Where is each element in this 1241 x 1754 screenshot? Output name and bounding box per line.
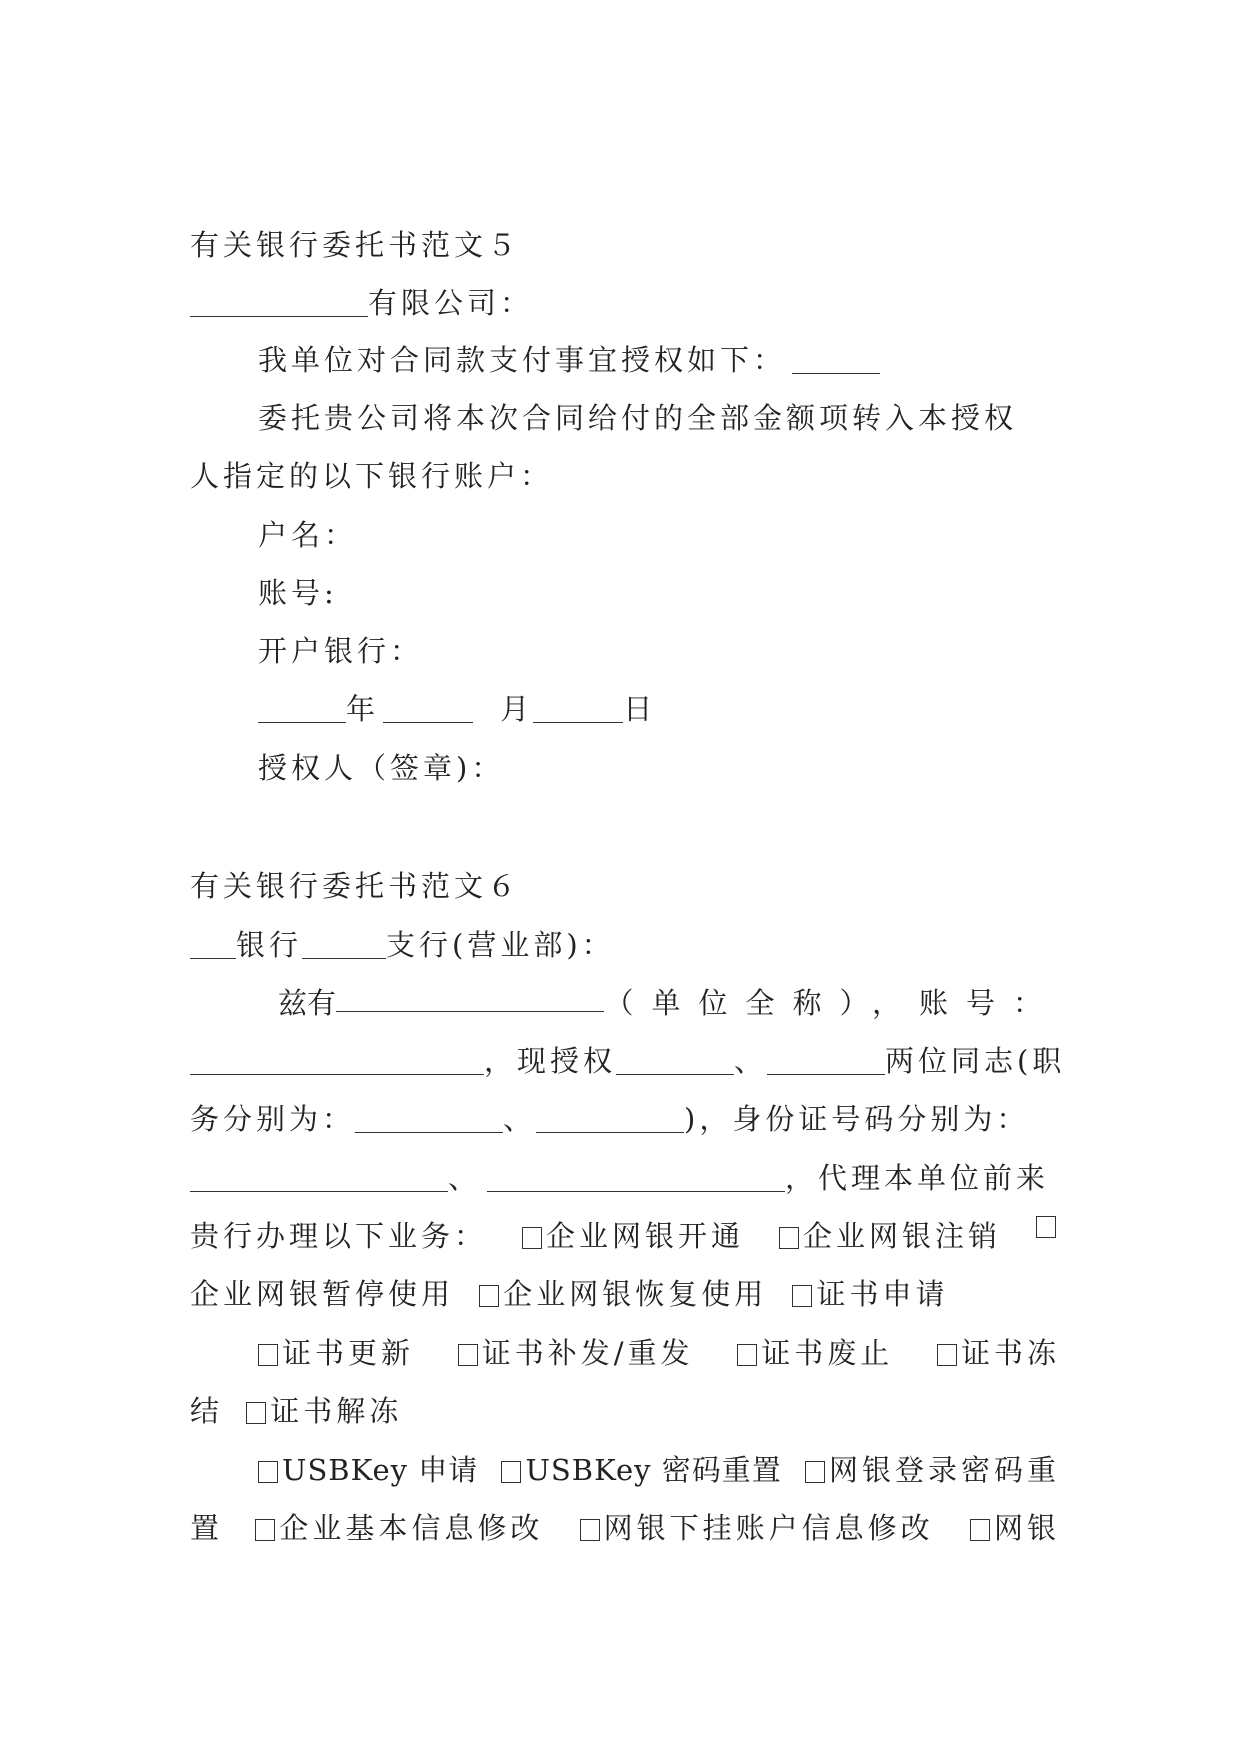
option-cert-update: 证书更新 <box>258 1333 414 1373</box>
checkbox-open[interactable] <box>522 1227 542 1249</box>
person1-blank[interactable] <box>616 1046 734 1075</box>
date-line <box>258 689 1128 729</box>
option-usbkey-apply: USBKey 申请 <box>258 1450 478 1490</box>
business-line-1 <box>190 1216 1060 1256</box>
month-label: 月 <box>500 692 534 726</box>
duty-sep: 、 <box>503 1102 537 1136</box>
id2-blank[interactable] <box>487 1163 785 1192</box>
month-blank[interactable] <box>383 694 473 723</box>
checkbox-sub-account[interactable] <box>580 1519 600 1541</box>
option-cert-apply: 证书申请 <box>792 1277 948 1311</box>
unit-line <box>278 983 1060 1023</box>
business-line-6 <box>190 1508 1060 1548</box>
option-open: 企业网银开通 <box>522 1216 744 1256</box>
option-sub-account: 网银下挂账户信息修改 <box>580 1508 934 1548</box>
business-line-4 <box>190 1391 1060 1431</box>
account-text: 账号： <box>918 986 1060 1020</box>
authorize-line <box>190 1041 1066 1081</box>
person-sep: 、 <box>734 1044 768 1078</box>
checkbox-cert-freeze[interactable] <box>937 1344 957 1366</box>
checkbox-suspend[interactable] <box>1036 1216 1056 1238</box>
option-info-modify: 企业基本信息修改 <box>255 1508 543 1548</box>
account-number-label: 账号: <box>258 576 338 610</box>
authorization-line <box>258 340 1128 380</box>
unit-name-blank[interactable] <box>336 983 604 1012</box>
authorize-tail: 两位同志(职 <box>885 1044 1066 1078</box>
section5-title: 有关银行委托书范文５ <box>190 228 521 262</box>
option-cert-reissue: 证书补发/重发 <box>458 1333 694 1373</box>
checkbox-cert-revoke[interactable] <box>737 1344 757 1366</box>
option-cert-unfreeze: 证书解冻 <box>246 1394 402 1428</box>
checkbox-info-modify[interactable] <box>255 1519 275 1541</box>
checkbox-login-reset[interactable] <box>805 1461 825 1483</box>
option-cancel: 企业网银注销 <box>779 1216 1001 1256</box>
checkbox-last[interactable] <box>970 1519 990 1541</box>
business-line-3 <box>258 1333 1060 1373</box>
option-last: 网银 <box>970 1508 1060 1548</box>
duty-line <box>190 1099 1060 1139</box>
addressee-suffix: 有限公司： <box>368 286 534 320</box>
option-suspend-text: 企业网银暂停使用 <box>190 1277 455 1311</box>
option-resume: 企业网银恢复使用 <box>479 1277 767 1311</box>
business-line-5 <box>258 1450 1060 1490</box>
branch-label: 支行(营业部)： <box>386 928 615 962</box>
duty1-blank[interactable] <box>355 1104 503 1133</box>
authorization-blank[interactable] <box>792 345 880 374</box>
company-blank[interactable] <box>190 288 368 317</box>
year-blank[interactable] <box>258 694 346 723</box>
checkbox-cert-update[interactable] <box>258 1344 278 1366</box>
zi-text: 兹 <box>278 986 308 1020</box>
option-cert-revoke: 证书废止 <box>737 1333 893 1373</box>
checkbox-cert-apply[interactable] <box>792 1285 812 1307</box>
account-name-label: 户名： <box>258 518 358 552</box>
duty2-blank[interactable] <box>536 1104 684 1133</box>
year-label: 年 <box>346 692 380 726</box>
id-tail: ，代理本单位前来 <box>785 1161 1050 1195</box>
cert-freeze-cont: 结 <box>190 1394 224 1428</box>
checkbox-usbkey-reset[interactable] <box>501 1461 521 1483</box>
authorize-text: ，现授权 <box>484 1044 617 1078</box>
checkbox-resume[interactable] <box>479 1285 499 1307</box>
duty-tail: )，身份证号码分别为： <box>684 1102 1030 1136</box>
entrust-line-2: 人指定的以下银行账户： <box>190 459 554 493</box>
authorization-text: 我单位对合同款支付事宜授权如下： <box>258 343 787 377</box>
option-login-reset: 网银登录密码重 <box>805 1450 1060 1490</box>
branch-blank[interactable] <box>302 930 386 959</box>
account-blank[interactable] <box>190 1046 484 1075</box>
checkbox-cert-reissue[interactable] <box>458 1344 478 1366</box>
signer-label: 授权人（签章)： <box>258 751 505 785</box>
day-blank[interactable] <box>533 694 623 723</box>
section5-addressee <box>190 283 1060 323</box>
checkbox-cancel[interactable] <box>779 1227 799 1249</box>
day-label: 日 <box>623 692 657 726</box>
section6-addressee <box>190 925 1060 965</box>
entrust-line-1: 委托贵公司将本次合同给付的全部金额项转入本授权 <box>258 401 1018 435</box>
login-reset-cont: 置 <box>190 1511 220 1545</box>
business-line-2 <box>190 1274 1060 1314</box>
checkbox-usbkey-apply[interactable] <box>258 1461 278 1483</box>
id-line <box>190 1158 1060 1198</box>
duty-head: 务分别为： <box>190 1102 356 1136</box>
option-usbkey-reset: USBKey 密码重置 <box>501 1450 781 1490</box>
bank-blank[interactable] <box>190 930 236 959</box>
bank-label: 银行 <box>236 928 303 962</box>
unit-fullname-text: （单位全称）， <box>604 986 919 1020</box>
checkbox-cert-unfreeze[interactable] <box>246 1402 266 1424</box>
business-head: 贵行办理以下业务： <box>190 1219 488 1253</box>
id1-blank[interactable] <box>190 1163 448 1192</box>
person2-blank[interactable] <box>767 1046 885 1075</box>
you-text: 有 <box>307 986 337 1020</box>
section6-title: 有关银行委托书范文６ <box>190 869 521 903</box>
option-cert-freeze: 证书冻 <box>937 1333 1060 1373</box>
id-sep: 、 <box>448 1161 482 1195</box>
opening-bank-label: 开户银行： <box>258 634 424 668</box>
